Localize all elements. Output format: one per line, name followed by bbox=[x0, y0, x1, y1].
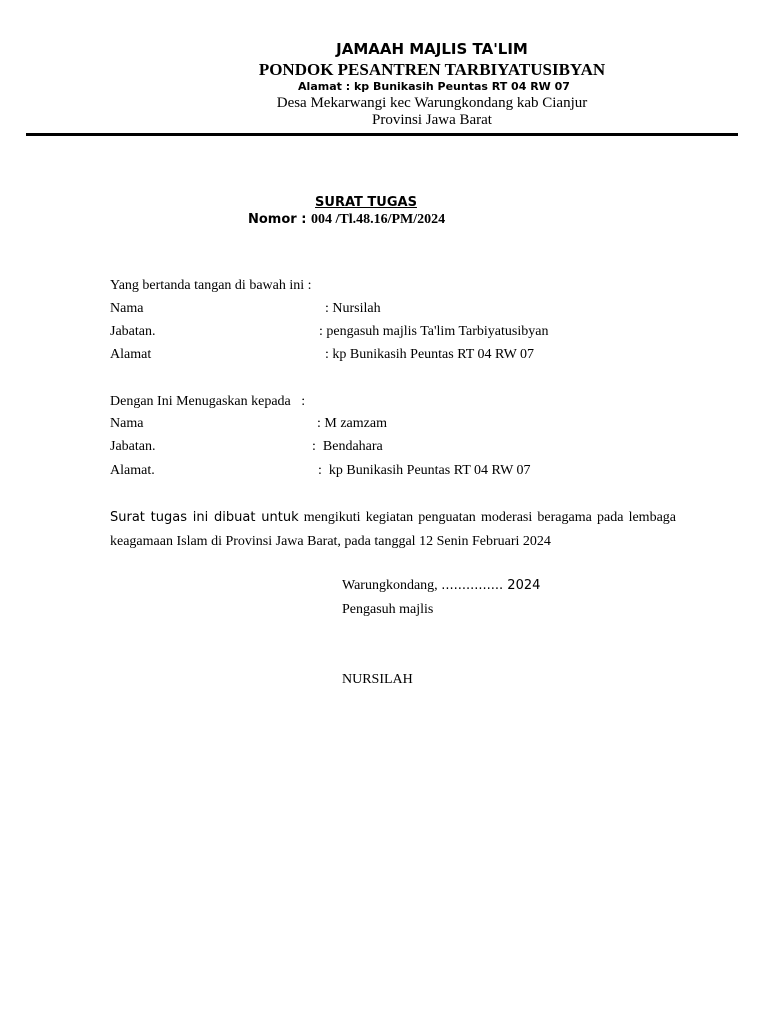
signer-name-value: : Nursilah bbox=[325, 301, 381, 316]
letter-number bbox=[248, 212, 445, 228]
org-province: Provinsi Jawa Barat bbox=[372, 112, 492, 128]
assignee-name-value: : M zamzam bbox=[317, 416, 387, 431]
assignee-position-value: : Bendahara bbox=[312, 439, 383, 454]
signer-position-label: Jabatan. bbox=[110, 324, 156, 339]
signature-name: NURSILAH bbox=[342, 672, 413, 687]
closing-place-date bbox=[342, 578, 540, 594]
assignee-position-label: Jabatan. bbox=[110, 439, 156, 454]
org-address: Alamat : kp Bunikasih Peuntas RT 04 RW 07 bbox=[298, 80, 570, 93]
assignee-name-label: Nama bbox=[110, 416, 144, 431]
org-name-line2: PONDOK PESANTREN TARBIYATUSIBYAN bbox=[258, 60, 606, 79]
assignee-intro: Dengan Ini Menugaskan kepada : bbox=[110, 394, 306, 409]
signer-position-value: : pengasuh majlis Ta'lim Tarbiyatusibyan bbox=[319, 324, 549, 339]
closing-role: Pengasuh majlis bbox=[342, 602, 434, 617]
signer-name-label: Nama bbox=[110, 301, 144, 316]
letter-title: SURAT TUGAS bbox=[315, 195, 417, 210]
assignment-text: mengikuti kegiatan penguatan moderasi beragama pada lembaga keagamaan Islam di Provinsi Jawa Barat, pada tanggal 12 Senin Februari 2024 bbox=[110, 510, 676, 549]
letter-number-label: Nomor : bbox=[248, 212, 307, 227]
assignee-address-label: Alamat. bbox=[110, 463, 155, 478]
closing-date: ............... 2024 bbox=[441, 578, 541, 593]
letterhead-divider bbox=[26, 133, 738, 136]
signer-intro: Yang bertanda tangan di bawah ini : bbox=[110, 278, 312, 293]
letter-number-value: 004 /Tl.48.16/PM/2024 bbox=[310, 212, 446, 227]
org-village: Desa Mekarwangi kec Warungkondang kab Cianjur bbox=[276, 95, 588, 111]
signer-address-label: Alamat bbox=[110, 347, 152, 362]
closing-place: Warungkondang, bbox=[342, 578, 442, 593]
assignment-lead: Surat tugas ini dibuat untuk bbox=[110, 510, 299, 525]
assignee-address-value: : kp Bunikasih Peuntas RT 04 RW 07 bbox=[318, 463, 531, 478]
assignment-paragraph bbox=[110, 506, 676, 554]
org-name-line1: JAMAAH MAJLIS TA'LIM bbox=[336, 40, 528, 58]
signer-address-value: : kp Bunikasih Peuntas RT 04 RW 07 bbox=[325, 347, 535, 362]
